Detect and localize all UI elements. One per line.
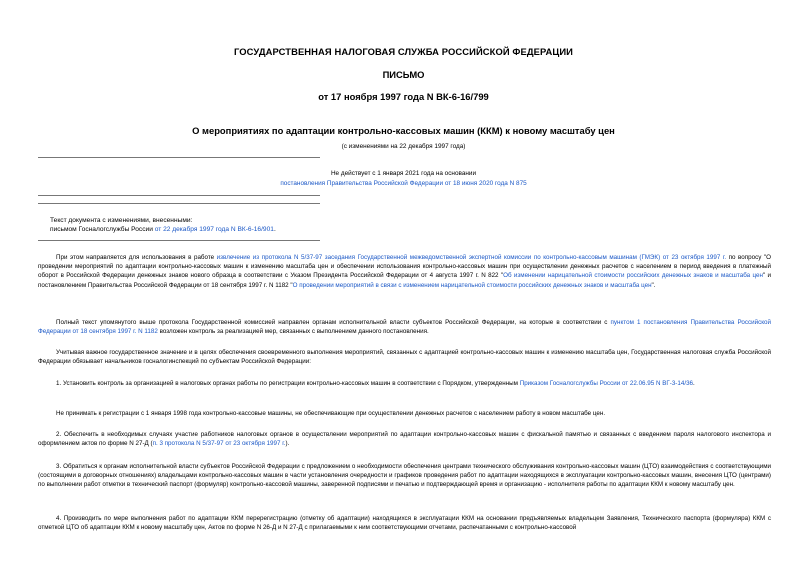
protocol-link[interactable]: извлечение из протокола N 5/37-97 заседания Государственной межведомственной экспертной комиссии по контрольно-кассовым машинам (ГМЭК) от 23 октября 1997 г. (216, 254, 727, 261)
document-date-number: от 17 ноября 1997 года N ВК-6-16/799 (318, 91, 489, 102)
resolution-point-link[interactable]: пунктом 1 постановления Правительства Российской Федерации от 18 сентября 1997 г. N 1182 (38, 319, 771, 336)
body-paragraph-8 (38, 514, 771, 571)
body-paragraph-6 (38, 430, 771, 448)
edition-note: (с изменениями на 22 декабря 1997 года) (341, 143, 466, 150)
paragraph-text: . (693, 380, 695, 387)
document-title: О мероприятиях по адаптации контрольно-кассовых машин (ККМ) к новому масштабу цен (192, 125, 615, 136)
protocol-point-link[interactable]: п. 3 протокола N 5/37-97 от 23 октября 1997 г. (152, 440, 286, 448)
changes-amendment-link[interactable]: от 22 декабря 1997 года N ВК-6-16/901 (154, 226, 274, 234)
status-repeal-link[interactable]: постановления Правительства Российской Федерации от 18 июня 2020 года N 875 (280, 180, 527, 187)
paragraph-text: При этом направляется для использования в работе (56, 254, 217, 261)
paragraph-text: " и постановлением Правительства Российской Федерации от 18 сентября 1997 г. N 1182 " (38, 272, 772, 289)
paragraph-text: 4. Производить по мере выполнения работ по адаптации ККМ перерегистрацию (отметку об адаптации) находящихся в эксплуатации ККМ на основании предъявляемых владельцем Заявления, Технического паспорта (формуляра) ККМ с отметкой ЦТО об адаптации ККМ к новому масштабу цен, Актов по форме N 26-Д и N 27-Д с прилагаемыми к ним соответствующими отчетами, распечатанными с контрольно-кассовой (38, 515, 771, 532)
paragraph-text: ". (651, 281, 656, 289)
paragraph-text: Полный текст упомянутого выше протокола Государственной комиссией направлен органам исполнительной власти субъектов Российской Федерации, на которые в соответствии с (56, 319, 611, 326)
decree-link[interactable]: Об изменении нарицательной стоимости российских денежных знаков и масштаба цен (503, 272, 763, 280)
divider-line (38, 240, 320, 241)
divider-line (38, 157, 320, 158)
resolution-link[interactable]: О проведении мероприятий в связи с изменением нарицательной стоимости российских денежных знаков и масштаба цен (292, 281, 652, 289)
paragraph-text: Не принимать к регистрации с 1 января 1998 года контрольно-кассовые машины, не обеспечивающие при осуществлении денежных расчетов с населением работу в новом масштабе цен. (56, 410, 606, 417)
document-type: ПИСЬМО (382, 69, 425, 80)
body-paragraph-2 (38, 318, 771, 336)
changes-entry (50, 225, 350, 234)
divider-line (38, 195, 320, 196)
body-paragraph-1 (38, 253, 771, 290)
paragraph-text: ). (285, 440, 290, 448)
order-link[interactable]: Приказом Госналогслужбы России от 22.06.95 N ВГ-3-14/36 (519, 380, 694, 387)
issuing-authority: ГОСУДАРСТВЕННАЯ НАЛОГОВАЯ СЛУЖБА РОССИЙСКОЙ ФЕДЕРАЦИИ (233, 46, 574, 57)
paragraph-text: по вопросу "О проведении мероприятий по адаптации контрольно-кассовых машин к изменению масштаба цен и обеспечении использования контрольно-кассовых машин при осуществлении денежных расчетов с населением в период введения в платежный оборот в Российской Федерации денежных знаков нового образца в соответствии с Указом Президента Российской Федерации от 4 августа 1997 г. N 822 " (38, 254, 771, 280)
paragraph-text: 1. Установить контроль за организацией в налоговых органах работы по регистрации контрольно-кассовых машин в соответствии с Порядком, утвержденным (56, 380, 520, 387)
changes-entry-text: письмом Госналогслужбы России (50, 226, 155, 234)
paragraph-text: 3. Обратиться к органам исполнительной власти субъектов Российской Федерации с предложением о необходимости обеспечения центрами технического обслуживания контрольно-кассовых машин (ЦТО) взаимодействия с соответствующими (состоящими в договорных отношениях) владельцами контрольно-кассовых машин в части установления очередности и графиков проведения работ по адаптации находящихся в эксплуатации контрольно-кассовых машин, внесения ЦТО (центрами) по выполнении работ отметки в технический паспорт (формуляр) контрольно-кассовой машины, заверенной подписями и печатью и подтверждающей время и организацию - исполнителя работы по адаптации ККМ к новому масштабу цен. (38, 463, 771, 489)
body-paragraph-5 (38, 409, 771, 418)
status-line: Не действует с 1 января 2021 года на основании (330, 170, 477, 177)
changes-entry-end: . (273, 226, 276, 234)
divider-line (38, 203, 320, 204)
changes-heading: Текст документа с изменениями, внесенными: (50, 217, 193, 224)
body-paragraph-4 (38, 379, 771, 388)
body-paragraph-3 (38, 348, 771, 366)
paragraph-text: Учитывая важное государственное значение и в целях обеспечения своевременного выполнения мероприятий, связанных с адаптацией контрольно-кассовых машин к изменению масштаба цен, Государственная налоговая служба Российской Федерации обязывает начальников госналогинспекций по субъектам Российской Федерации: (38, 349, 771, 366)
body-paragraph-7 (38, 462, 771, 490)
changes-block (50, 216, 350, 234)
paragraph-text: 2. Обеспечить в необходимых случаях участие работников налоговых органов в осуществлении мероприятий по адаптации контрольно-кассовых машин с фискальной памятью и связанных с введением пароля налогового инспектора и оформлением актов по форме N 27-Д ( (38, 431, 771, 448)
paragraph-text: возложен контроль за реализацией мер, связанных с выполнением данного постановления. (157, 328, 429, 336)
